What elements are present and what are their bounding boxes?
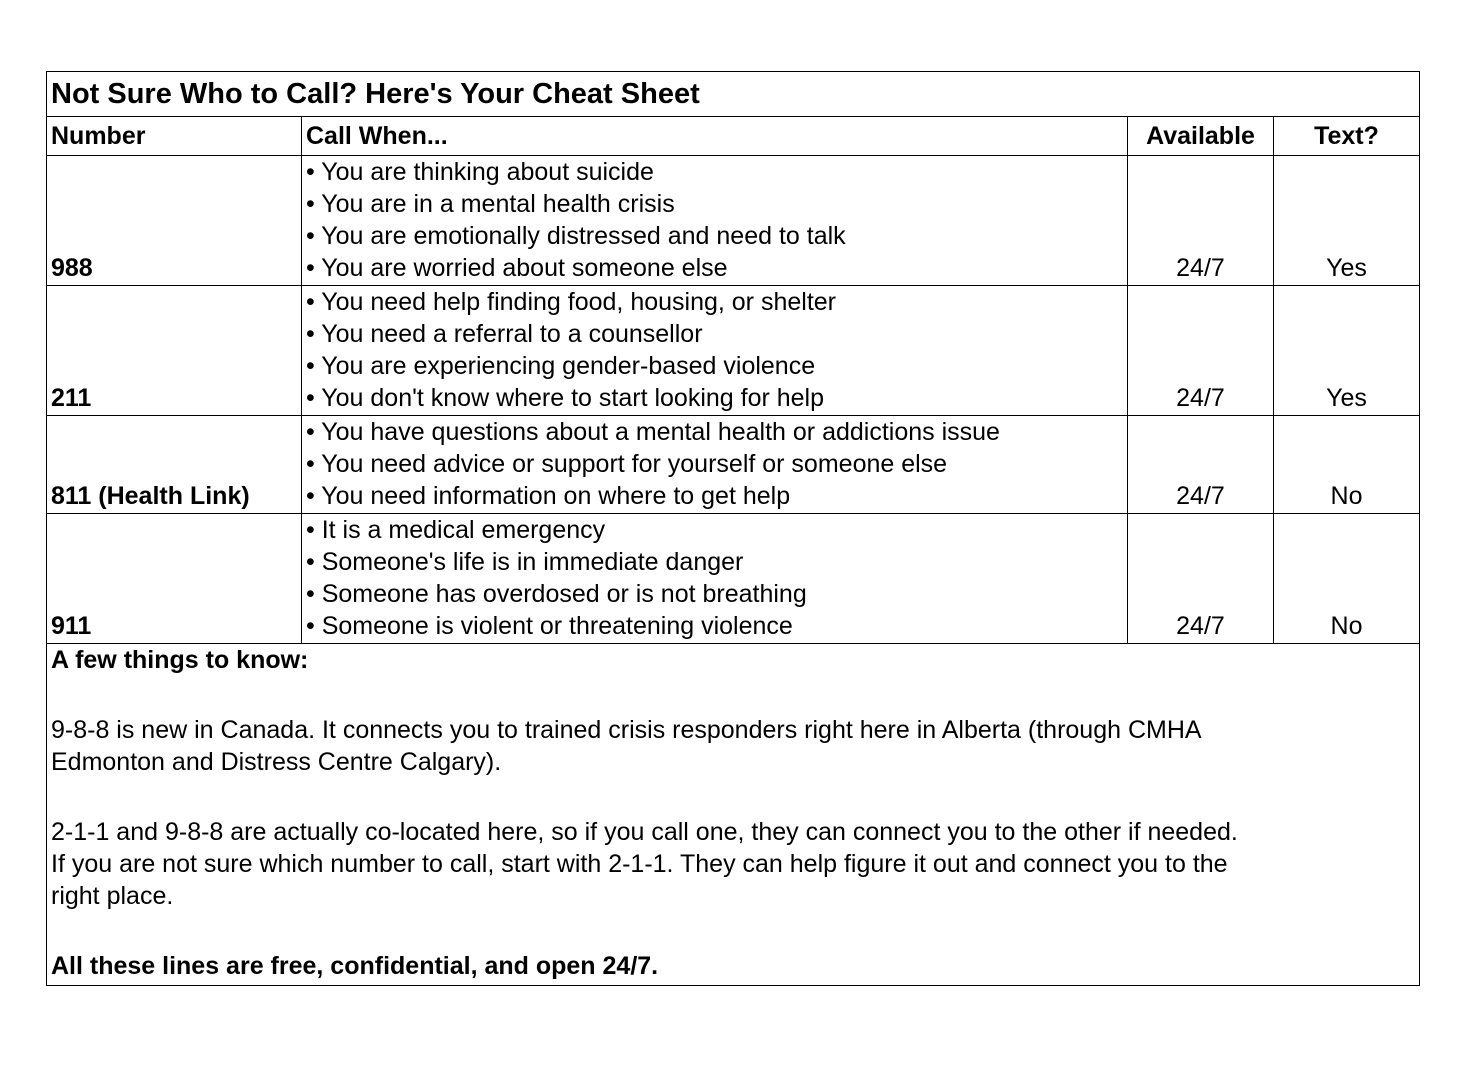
notes-closing: All these lines are free, confidential, and open 24/7. bbox=[51, 952, 659, 980]
table-row bbox=[47, 156, 1420, 286]
sheet-title: Not Sure Who to Call? Here's Your Cheat Sheet bbox=[47, 72, 1420, 117]
header-row bbox=[47, 117, 1420, 156]
row-available: 24/7 bbox=[1128, 286, 1274, 416]
row-text: No bbox=[1274, 416, 1420, 514]
row-number: 988 bbox=[47, 156, 302, 286]
reason-item: • You need information on where to get help bbox=[306, 482, 791, 510]
row-text: No bbox=[1274, 514, 1420, 644]
reason-item: • Someone is violent or threatening violence bbox=[306, 612, 793, 640]
reason-item: • You need a referral to a counsellor bbox=[306, 320, 703, 348]
row-text: Yes bbox=[1274, 156, 1420, 286]
notes-row bbox=[47, 644, 1420, 986]
row-number: 811 (Health Link) bbox=[47, 416, 302, 514]
reason-item: • Someone's life is in immediate danger bbox=[306, 548, 744, 576]
header-call-when: Call When... bbox=[302, 117, 1128, 156]
row-reasons bbox=[302, 514, 1128, 644]
row-available: 24/7 bbox=[1128, 416, 1274, 514]
row-number: 911 bbox=[47, 514, 302, 644]
notes-heading: A few things to know: bbox=[51, 646, 309, 674]
notes-paragraph-988: 9-8-8 is new in Canada. It connects you to trained crisis responders right here in Alberta (through CMHA Edmonton and Distress Centre Calgary). bbox=[51, 716, 1201, 776]
header-available: Available bbox=[1128, 117, 1274, 156]
reason-item: • You don't know where to start looking for help bbox=[306, 384, 825, 412]
row-reasons bbox=[302, 416, 1128, 514]
row-reasons bbox=[302, 286, 1128, 416]
table-row bbox=[47, 286, 1420, 416]
title-row bbox=[47, 72, 1420, 117]
row-number: 211 bbox=[47, 286, 302, 416]
reason-item: • You need help finding food, housing, or shelter bbox=[306, 288, 836, 316]
notes-paragraph-211: 2-1-1 and 9-8-8 are actually co-located here, so if you call one, they can connect you to the other if needed. If you are not sure which number to call, start with 2-1-1. They can help figure it out and connect you to the right place. bbox=[51, 818, 1238, 910]
reason-item: • You are in a mental health crisis bbox=[306, 190, 675, 218]
row-reasons bbox=[302, 156, 1128, 286]
cheat-sheet-table bbox=[46, 71, 1420, 986]
row-available: 24/7 bbox=[1128, 514, 1274, 644]
notes-section bbox=[47, 644, 1420, 986]
reason-item: • You have questions about a mental health or addictions issue bbox=[306, 418, 1000, 446]
reason-item: • You are worried about someone else bbox=[306, 254, 728, 282]
table-row bbox=[47, 514, 1420, 644]
table-row bbox=[47, 416, 1420, 514]
row-text: Yes bbox=[1274, 286, 1420, 416]
header-number: Number bbox=[47, 117, 302, 156]
reason-item: • You are emotionally distressed and need to talk bbox=[306, 222, 846, 250]
reason-item: • You need advice or support for yourself or someone else bbox=[306, 450, 948, 478]
reason-item: • You are thinking about suicide bbox=[306, 158, 654, 186]
header-text: Text? bbox=[1274, 117, 1420, 156]
row-available: 24/7 bbox=[1128, 156, 1274, 286]
reason-item: • Someone has overdosed or is not breathing bbox=[306, 580, 807, 608]
reason-item: • You are experiencing gender-based violence bbox=[306, 352, 816, 380]
reason-item: • It is a medical emergency bbox=[306, 516, 606, 544]
